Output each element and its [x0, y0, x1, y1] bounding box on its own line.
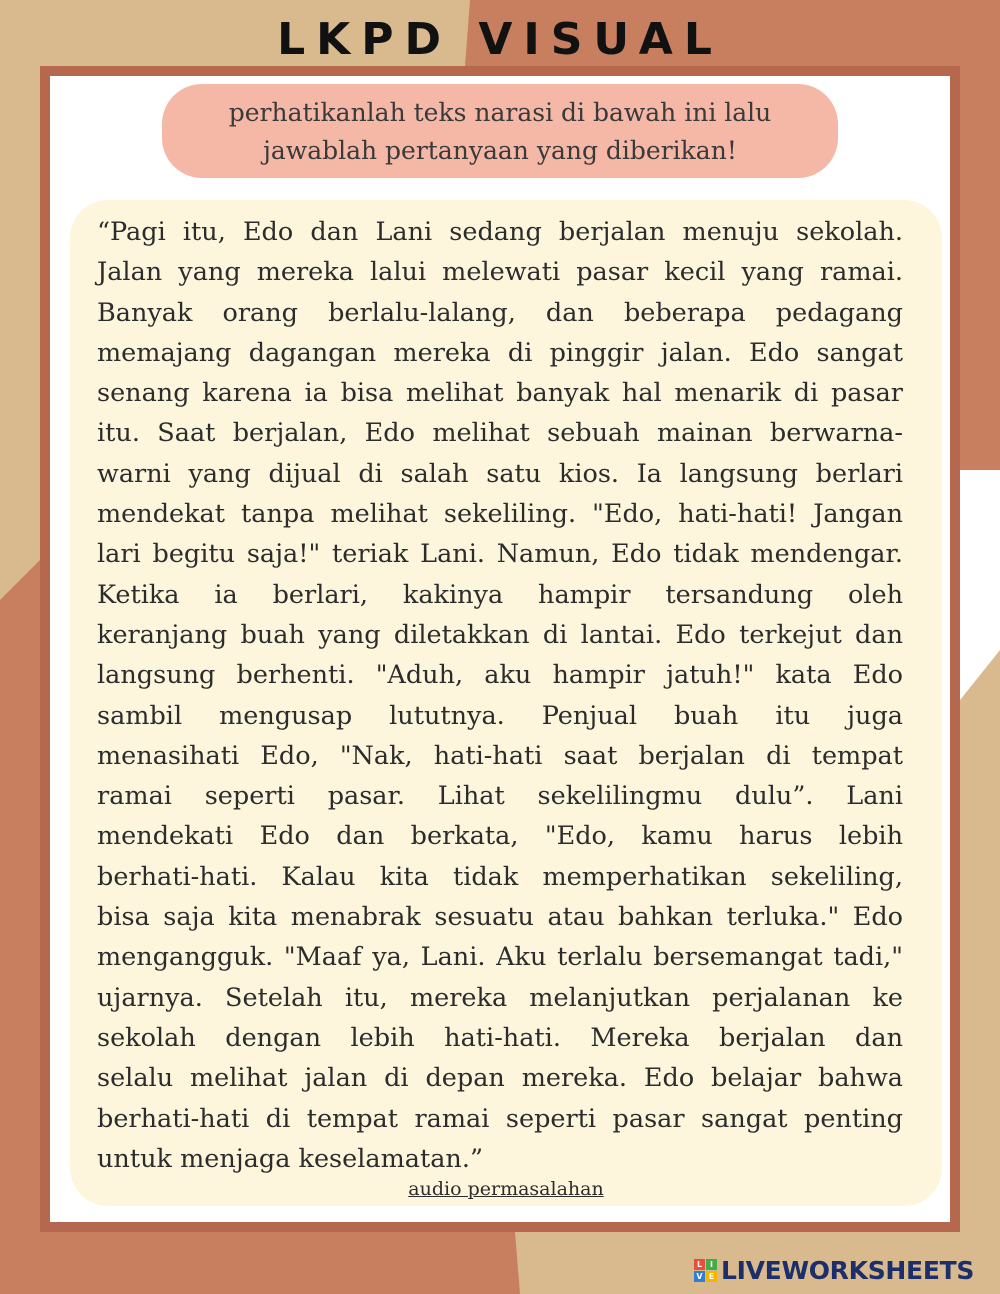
- story-line: warni yang dijual di salah satu kios. Ia langsung berlari: [97, 458, 903, 489]
- audio-link[interactable]: audio permasalahan: [408, 1178, 604, 1200]
- instruction-line-2: jawablah pertanyaan yang diberikan!: [263, 136, 737, 165]
- story-line: keranjang buah yang diletakkan di lantai. Edo terkejut dan: [97, 619, 903, 650]
- story-line: berhati-hati. Kalau kita tidak memperhatikan sekeliling,: [97, 861, 903, 892]
- story-line: Ketika ia berlari, kakinya hampir tersandung oleh: [97, 579, 903, 610]
- story-line: bisa saja kita menabrak sesuatu atau bahkan terluka." Edo: [97, 902, 903, 933]
- story-line: mendekati Edo dan berkata, "Edo, kamu harus lebih: [97, 821, 903, 852]
- story-line: mengangguk. "Maaf ya, Lani. Aku terlalu bersemangat tadi,": [97, 942, 903, 973]
- liveworksheets-brand: [694, 1254, 974, 1286]
- story-line: mendekat tanpa melihat sekeliling. "Edo, hati-hati! Jangan: [97, 499, 903, 530]
- instruction-line-1: perhatikanlah teks narasi di bawah ini lalu: [228, 98, 772, 127]
- story-line: selalu melihat jalan di depan mereka. Edo belajar bahwa: [97, 1063, 903, 1094]
- story-line: Jalan yang mereka lalui melewati pasar kecil yang ramai.: [97, 257, 903, 288]
- story-line: lari begitu saja!" teriak Lani. Namun, Edo tidak mendengar.: [97, 539, 903, 570]
- story-line: langsung berhenti. "Aduh, aku hampir jatuh!" kata Edo: [97, 660, 903, 691]
- story-line: menasihati Edo, "Nak, hati-hati saat berjalan di tempat: [97, 740, 903, 771]
- brand-text: LIVEWORKSHEETS: [721, 1255, 975, 1285]
- story-line: itu. Saat berjalan, Edo melihat sebuah mainan berwarna-: [97, 418, 903, 449]
- story-line: berhati-hati di tempat ramai seperti pasar sangat penting: [97, 1103, 903, 1134]
- story-line: sambil mengusap lututnya. Penjual buah itu juga: [97, 700, 903, 731]
- story-line: untuk menjaga keselamatan.”: [97, 1143, 483, 1174]
- story-line: senang karena ia bisa melihat banyak hal menarik di pasar: [97, 378, 903, 409]
- liveworksheets-logo-icon: L I V E: [694, 1259, 717, 1282]
- story-line: memajang dagangan mereka di pinggir jalan. Edo sangat: [97, 337, 903, 368]
- story-text: [97, 212, 903, 1179]
- story-line: ujarnya. Setelah itu, mereka melanjutkan perjalanan ke: [97, 982, 903, 1013]
- story-line: “Pagi itu, Edo dan Lani sedang berjalan menuju sekolah.: [97, 217, 903, 247]
- story-line: ramai seperti pasar. Lihat sekelilingmu dulu”. Lani: [97, 781, 903, 812]
- instruction-banner: [162, 84, 838, 178]
- story-line: sekolah dengan lebih hati-hati. Mereka berjalan dan: [97, 1022, 903, 1053]
- page-title: LKPD VISUAL: [277, 14, 723, 65]
- story-line: Banyak orang berlalu-lalang, dan beberapa pedagang: [97, 297, 903, 328]
